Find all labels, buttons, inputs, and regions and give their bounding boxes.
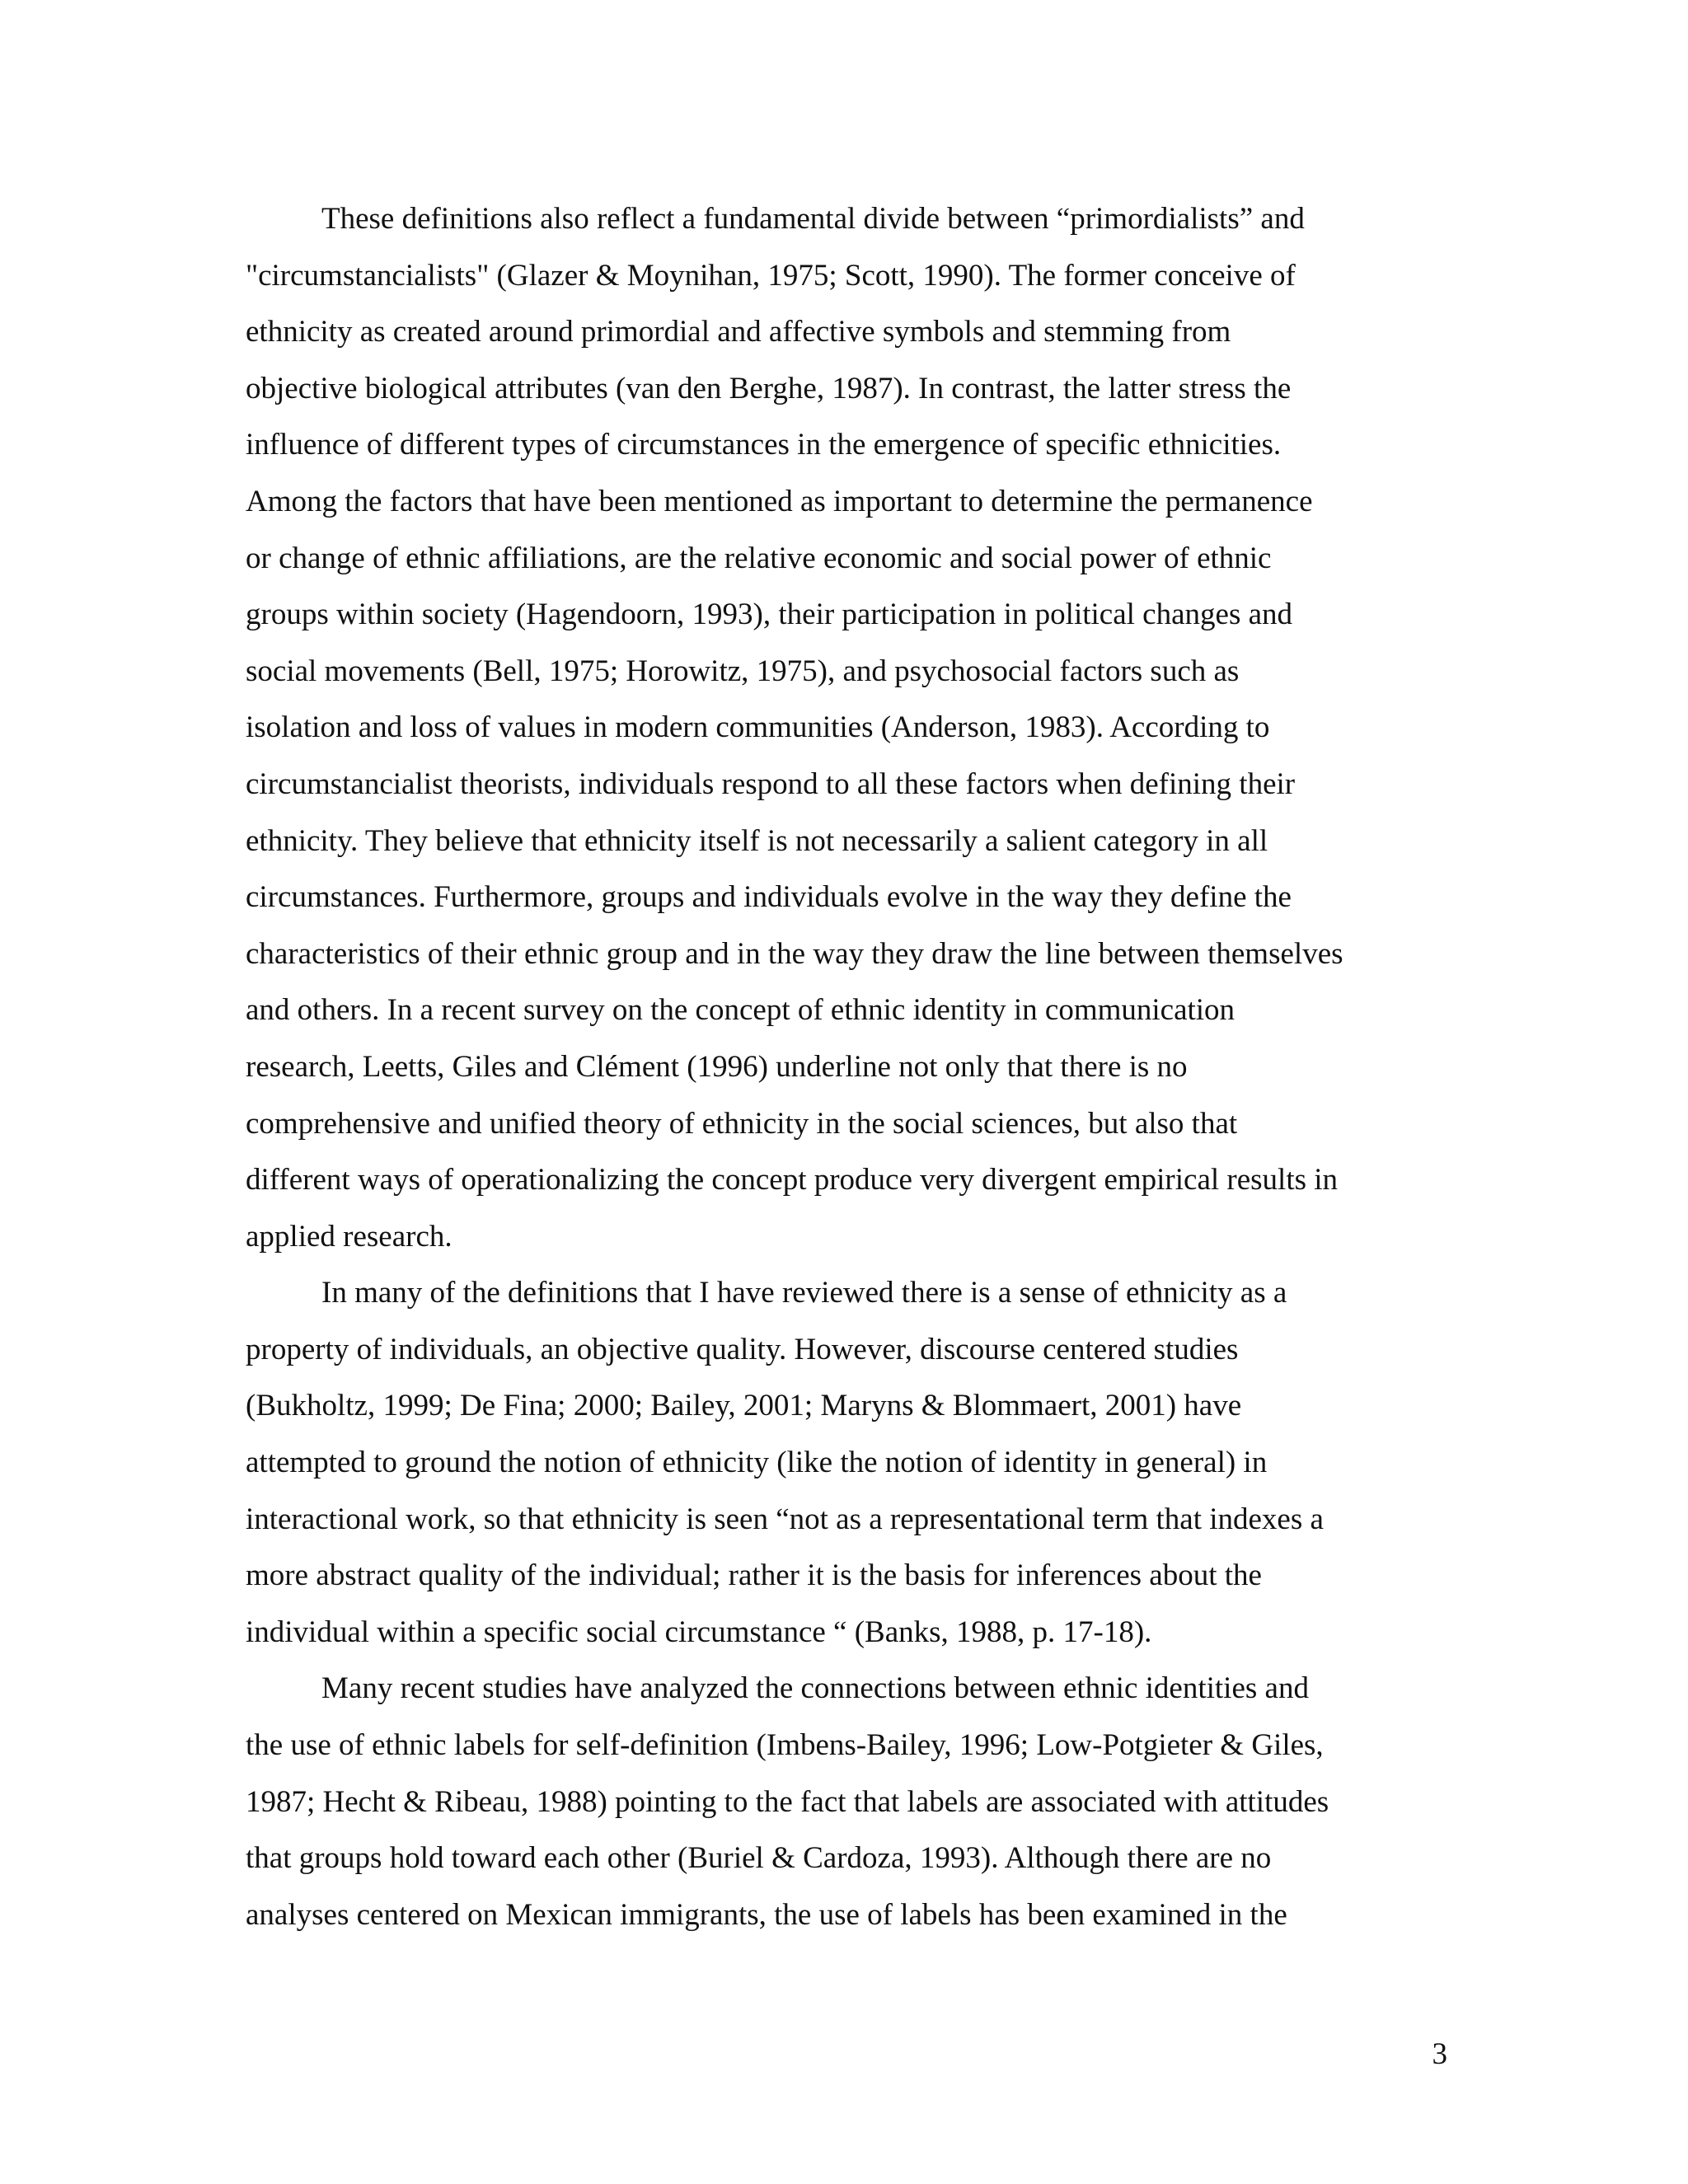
paragraph-line: that groups hold toward each other (Buriel & Cardoza, 1993). Although there are no [246,1841,1272,1876]
paragraph-line: interactional work, so that ethnicity is seen “not as a representational term that indexes a [246,1502,1324,1536]
paragraph-2 [246,1265,1432,1661]
paragraph-line: objective biological attributes (van den Berghe, 1987). In contrast, the latter stress the [246,371,1292,405]
paragraph-line: social movements (Bell, 1975; Horowitz, 1975), and psychosocial factors such as [246,654,1240,688]
paragraph-line: "circumstancialists" (Glazer & Moynihan, 1975; Scott, 1990). The former conceive of [246,258,1296,293]
paragraph-line: comprehensive and unified theory of ethnicity in the social sciences, but also that [246,1106,1238,1141]
paragraph-line: analyses centered on Mexican immigrants, the use of labels has been examined in the [246,1897,1287,1932]
paragraph-line: more abstract quality of the individual; rather it is the basis for inferences about the [246,1558,1262,1593]
paragraph-3 [246,1661,1432,1943]
paragraph-line: These definitions also reflect a fundamental divide between “primordialists” and [321,202,1305,236]
paragraph-1 [246,191,1432,1265]
paragraph-line: isolation and loss of values in modern communities (Anderson, 1983). According to [246,710,1270,745]
body-text [246,191,1432,1943]
paragraph-line: Many recent studies have analyzed the connections between ethnic identities and [321,1671,1309,1706]
paragraph-line: circumstancialist theorists, individuals respond to all these factors when defining their [246,766,1296,801]
paragraph-line: different ways of operationalizing the concept produce very divergent empirical results in [246,1163,1339,1197]
paragraph-line: applied research. [246,1219,452,1254]
paragraph-line: In many of the definitions that I have reviewed there is a sense of ethnicity as a [321,1276,1287,1310]
paragraph-line: (Bukholtz, 1999; De Fina; 2000; Bailey, 2001; Maryns & Blommaert, 2001) have [246,1389,1242,1423]
paragraph-line: influence of different types of circumstances in the emergence of specific ethnicities. [246,428,1282,462]
paragraph-line: and others. In a recent survey on the concept of ethnic identity in communication [246,993,1236,1028]
paragraph-line: ethnicity as created around primordial and affective symbols and stemming from [246,315,1231,349]
page-number: 3 [1432,2037,1447,2071]
paragraph-line: Among the factors that have been mentioned as important to determine the permanence [246,484,1313,518]
paragraph-line: 1987; Hecht & Ribeau, 1988) pointing to the fact that labels are associated with attitudes [246,1784,1329,1819]
paragraph-line: ethnicity. They believe that ethnicity itself is not necessarily a salient category in all [246,823,1268,858]
paragraph-line: circumstances. Furthermore, groups and individuals evolve in the way they define the [246,880,1292,915]
paragraph-line: groups within society (Hagendoorn, 1993), their participation in political changes and [246,598,1293,632]
paragraph-line: or change of ethnic affiliations, are the relative economic and social power of ethnic [246,541,1272,575]
paragraph-line: the use of ethnic labels for self-definition (Imbens-Bailey, 1996; Low-Potgieter & Giles, [246,1728,1324,1763]
paragraph-line: property of individuals, an objective quality. However, discourse centered studies [246,1332,1239,1366]
paragraph-line: attempted to ground the notion of ethnicity (like the notion of identity in general) in [246,1446,1268,1480]
paragraph-line: individual within a specific social circumstance “ (Banks, 1988, p. 17-18). [246,1615,1152,1649]
paragraph-line: research, Leetts, Giles and Clément (1996) underline not only that there is no [246,1049,1188,1084]
paragraph-line: characteristics of their ethnic group and in the way they draw the line between themselves [246,936,1343,971]
